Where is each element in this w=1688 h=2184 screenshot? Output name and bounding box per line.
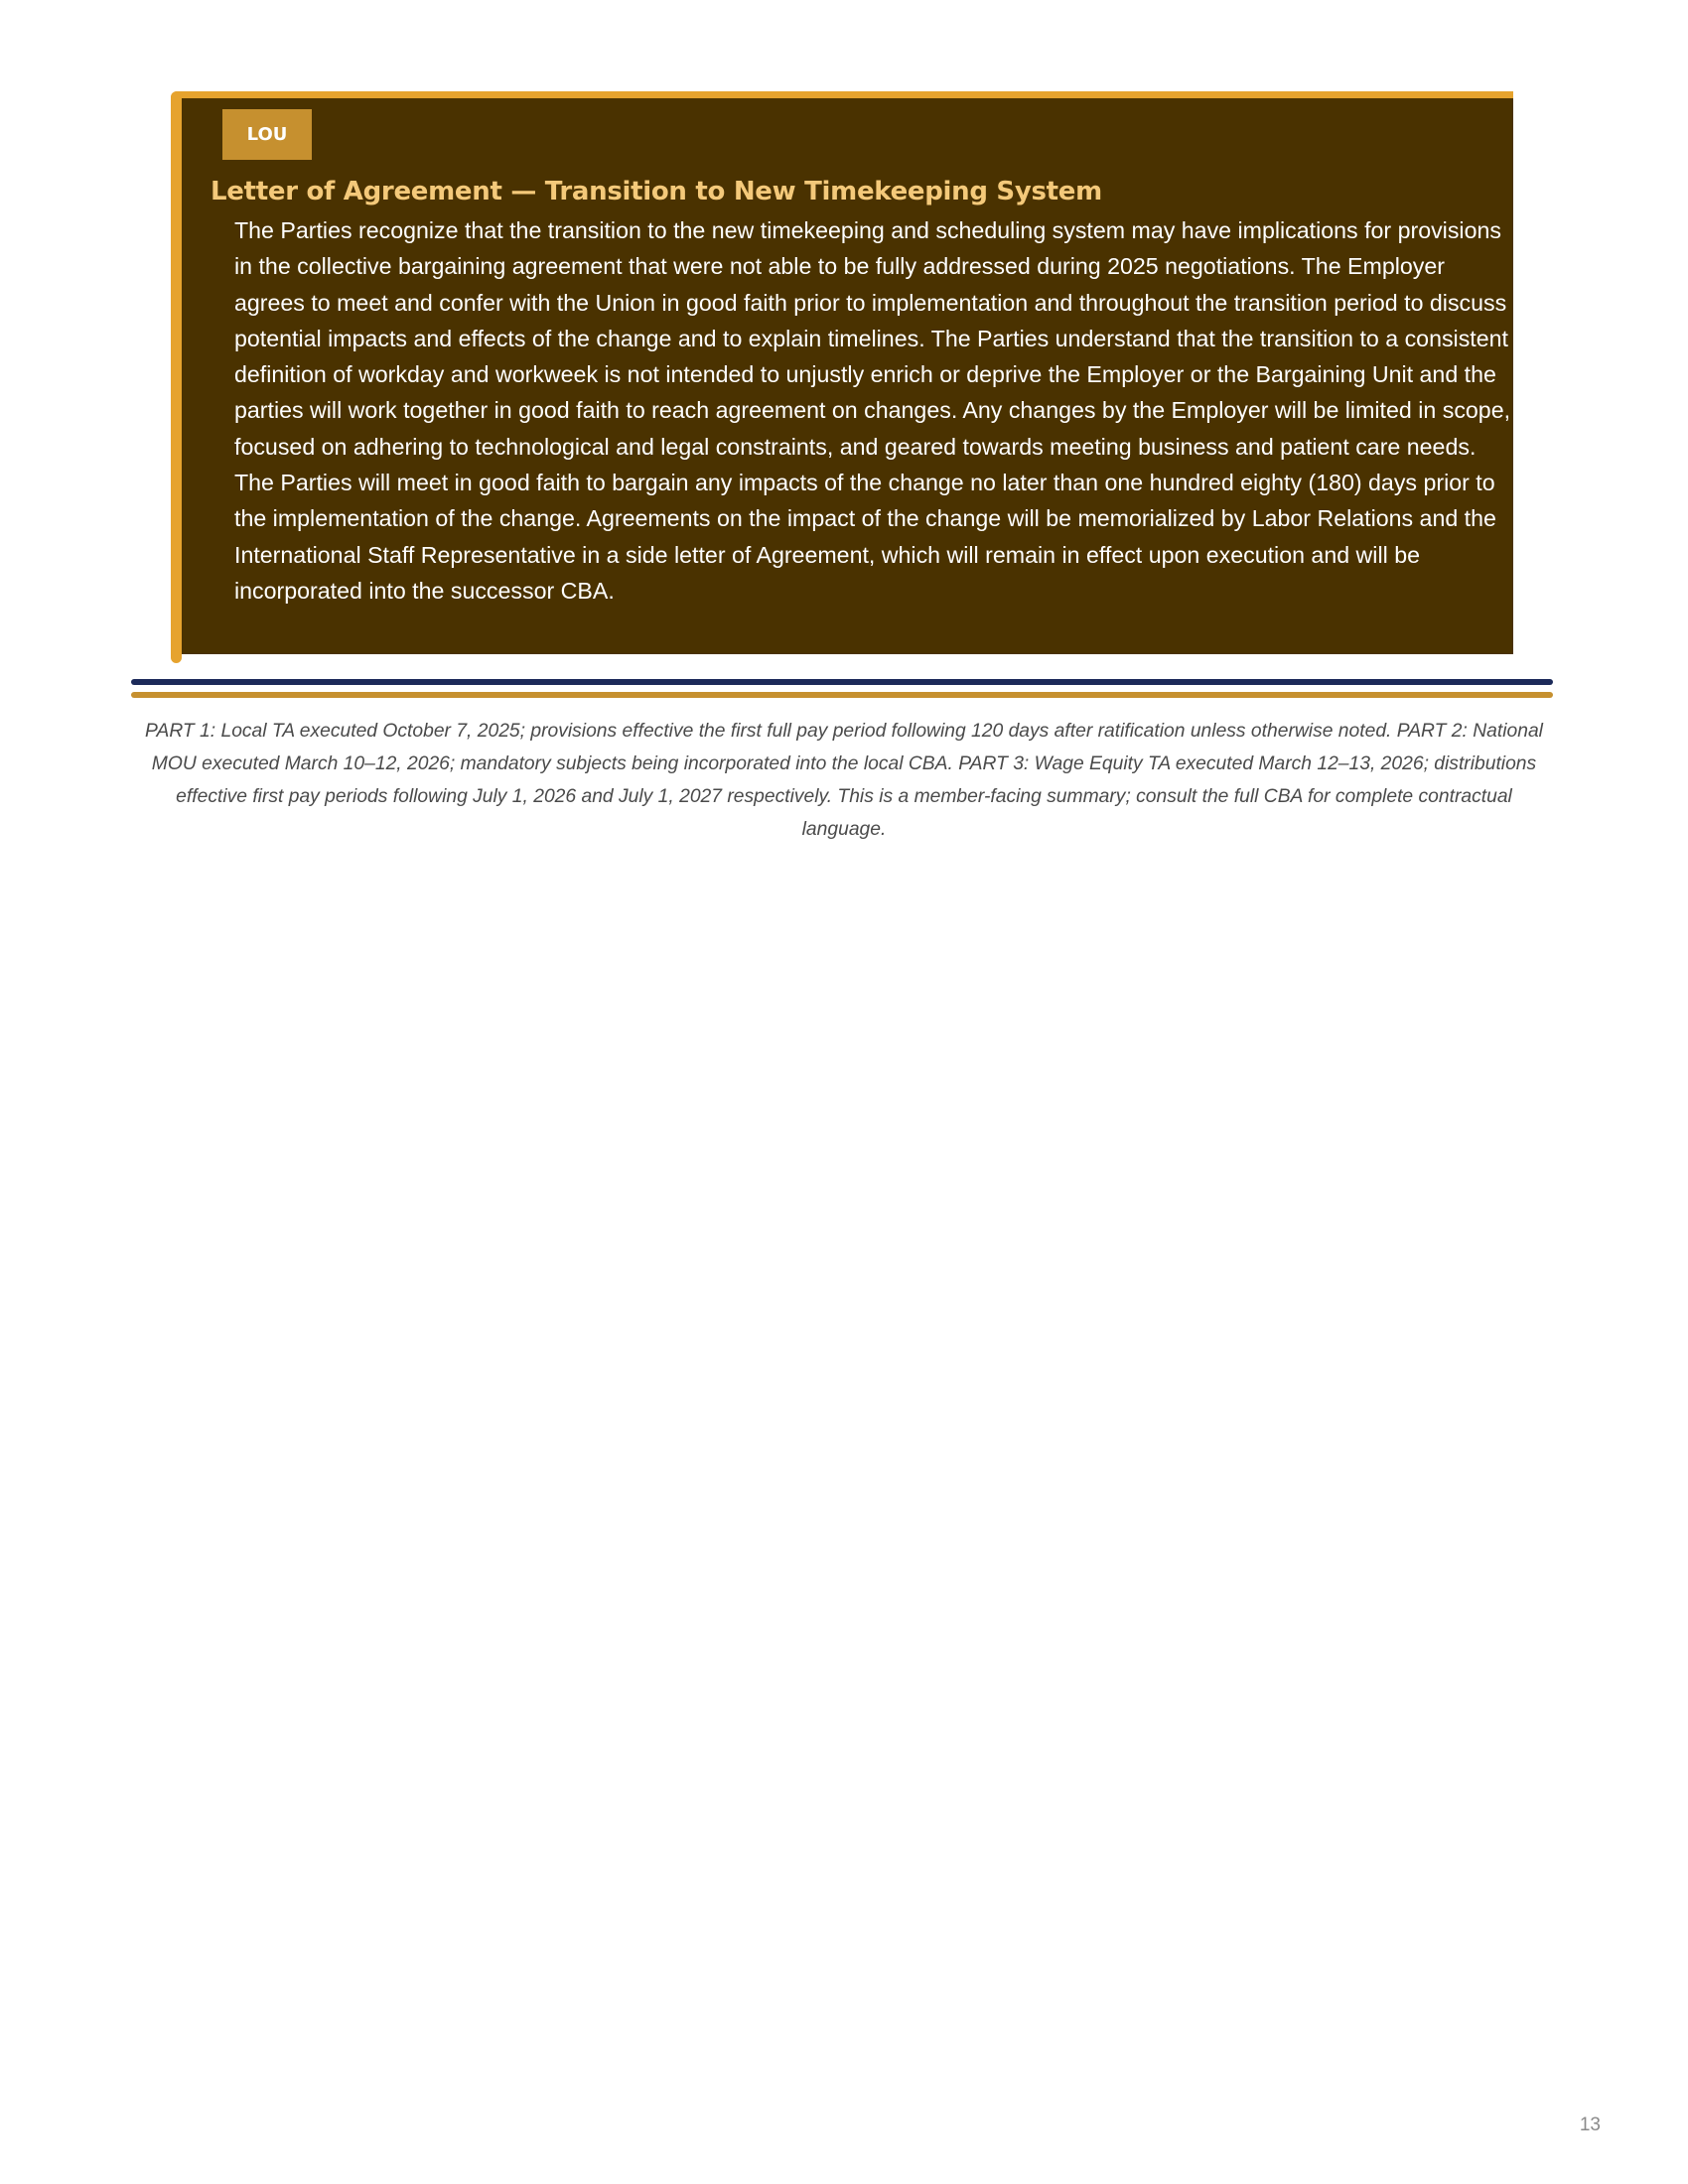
lou-body: The Parties recognize that the transition to the new timekeeping and scheduling system may have implications for provisions in the collective bargaining agreement that were not able to be fully addressed during 2025 negotiations. The Employer agrees to meet and confer with the Union in good faith prior to implementation and throughout the transition period to discuss potential impacts and effects of the change and to explain timelines. The Parties understand that the transition to a consistent definition of workday and workweek is not intended to unjustly enrich or deprive the Employer or the Bargaining Unit and the parties will work together in good faith to reach agreement on changes. Any changes by the Employer will be limited in scope, focused on adhering to technological and legal constraints, and geared towards meeting business and patient care needs. The Parties will meet in good faith to bargain any impacts of the change no later than one hundred eighty (180) days prior to the implementation of the change. Agreements on the impact of the change will be memorialized by Labor Relations and the International Staff Representative in a side letter of Agreement, which will remain in effect upon execution and will be incorporated into the successor CBA. — [234, 217, 1511, 604]
lou-tag: LOU — [222, 109, 312, 160]
lou-box — [171, 91, 1513, 654]
lou-box-accent-tail — [171, 647, 182, 663]
divider-gold — [131, 692, 1553, 698]
footnote: PART 1: Local TA executed October 7, 2025; provisions effective the first full pay period following 120 days after ratification unless otherwise noted. PART 2: National MOU executed March 10–12, 2026; mandatory subjects being incorporated into the local CBA. PART 3: Wage Equity TA executed March 12–13, 2026; distributions effective first pay periods following July 1, 2026 and July 1, 2027 respectively. This is a member-facing summary; consult the full CBA for complete contractual language. — [145, 721, 1543, 840]
divider-navy — [131, 679, 1553, 685]
page-number: 13 — [1579, 2115, 1601, 2135]
lou-title: Letter of Agreement — Transition to New Timekeeping System — [211, 177, 1102, 206]
